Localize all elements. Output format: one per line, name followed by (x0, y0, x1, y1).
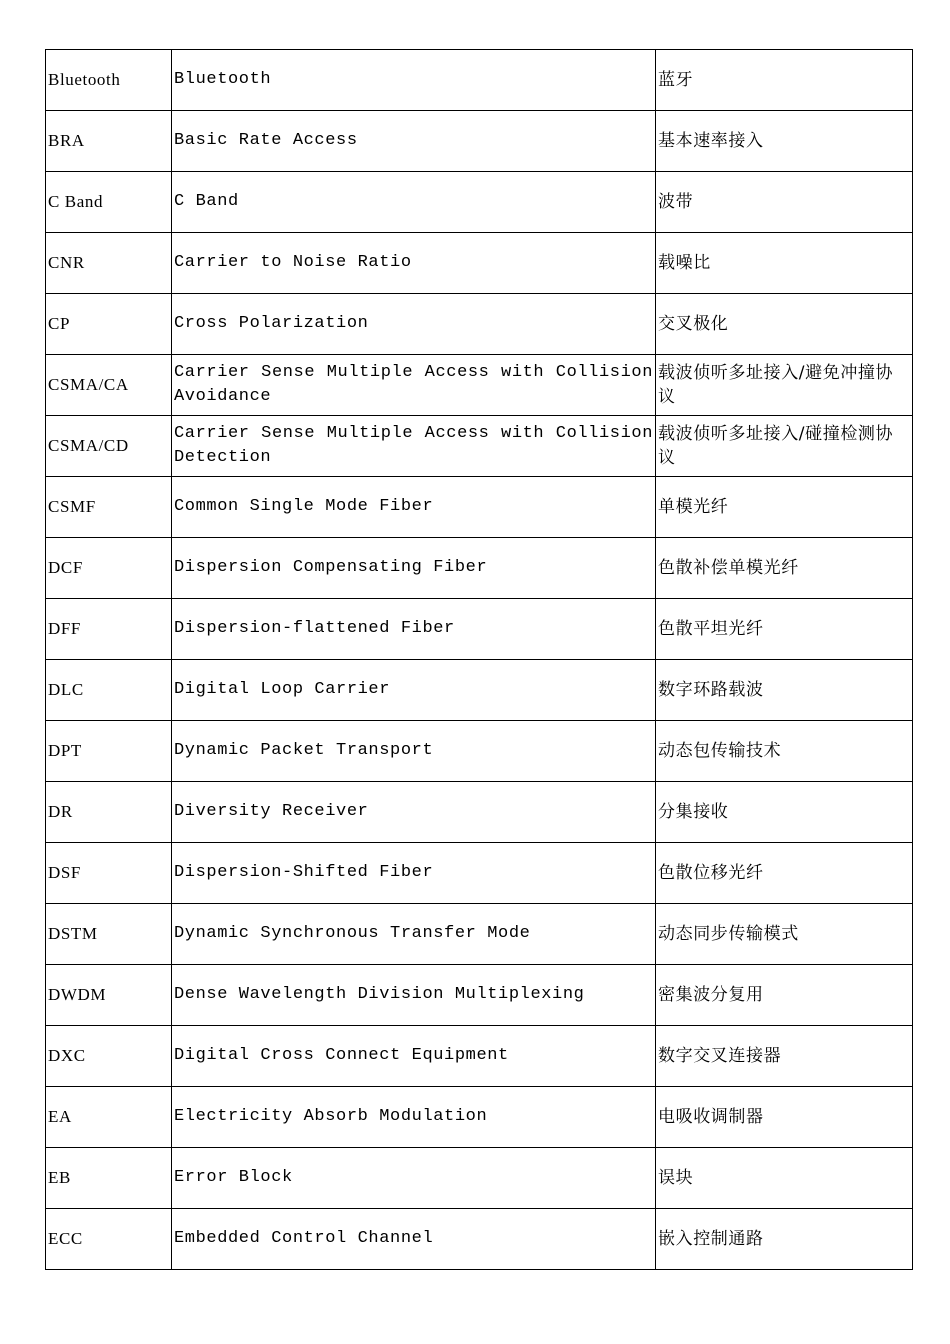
abbreviation-cell: DLC (46, 660, 172, 721)
table-row (46, 1026, 913, 1087)
abbreviation-cell: DCF (46, 538, 172, 599)
chinese-term-cell: 色散位移光纤 (656, 843, 913, 904)
full-term-cell: Dynamic Synchronous Transfer Mode (172, 904, 656, 965)
full-term-cell: C Band (172, 172, 656, 233)
table-row (46, 1209, 913, 1270)
chinese-term-cell: 分集接收 (656, 782, 913, 843)
glossary-table (45, 49, 913, 1270)
full-term-cell: Diversity Receiver (172, 782, 656, 843)
table-row (46, 50, 913, 111)
full-term-cell: Electricity Absorb Modulation (172, 1087, 656, 1148)
table-row (46, 111, 913, 172)
abbreviation-cell: DWDM (46, 965, 172, 1026)
table-row (46, 416, 913, 477)
abbreviation-cell: DFF (46, 599, 172, 660)
full-term-cell: Carrier Sense Multiple Access with Collision Avoidance (172, 355, 656, 416)
table-row (46, 172, 913, 233)
table-row (46, 477, 913, 538)
full-term-cell: Basic Rate Access (172, 111, 656, 172)
chinese-term-cell: 载波侦听多址接入/碰撞检测协议 (656, 416, 913, 477)
table-row (46, 294, 913, 355)
table-row (46, 660, 913, 721)
glossary-table-body (46, 50, 913, 1270)
full-term-cell: Error Block (172, 1148, 656, 1209)
abbreviation-cell: EB (46, 1148, 172, 1209)
table-row (46, 1148, 913, 1209)
chinese-term-cell: 色散补偿单模光纤 (656, 538, 913, 599)
full-term-cell: Embedded Control Channel (172, 1209, 656, 1270)
chinese-term-cell: 电吸收调制器 (656, 1087, 913, 1148)
abbreviation-cell: ECC (46, 1209, 172, 1270)
chinese-term-cell: 数字交叉连接器 (656, 1026, 913, 1087)
table-row (46, 599, 913, 660)
abbreviation-cell: C Band (46, 172, 172, 233)
full-term-cell: Dense Wavelength Division Multiplexing (172, 965, 656, 1026)
table-row (46, 1087, 913, 1148)
abbreviation-cell: CP (46, 294, 172, 355)
chinese-term-cell: 误块 (656, 1148, 913, 1209)
chinese-term-cell: 单模光纤 (656, 477, 913, 538)
abbreviation-cell: CSMA/CA (46, 355, 172, 416)
abbreviation-cell: EA (46, 1087, 172, 1148)
full-term-cell: Cross Polarization (172, 294, 656, 355)
table-row (46, 538, 913, 599)
chinese-term-cell: 密集波分复用 (656, 965, 913, 1026)
abbreviation-cell: CSMF (46, 477, 172, 538)
chinese-term-cell: 基本速率接入 (656, 111, 913, 172)
chinese-term-cell: 动态同步传输模式 (656, 904, 913, 965)
abbreviation-cell: CSMA/CD (46, 416, 172, 477)
chinese-term-cell: 数字环路载波 (656, 660, 913, 721)
chinese-term-cell: 交叉极化 (656, 294, 913, 355)
table-row (46, 904, 913, 965)
table-row (46, 965, 913, 1026)
chinese-term-cell: 动态包传输技术 (656, 721, 913, 782)
full-term-cell: Dispersion-Shifted Fiber (172, 843, 656, 904)
chinese-term-cell: 蓝牙 (656, 50, 913, 111)
chinese-term-cell: 色散平坦光纤 (656, 599, 913, 660)
chinese-term-cell: 载噪比 (656, 233, 913, 294)
abbreviation-cell: DSF (46, 843, 172, 904)
full-term-cell: Dispersion Compensating Fiber (172, 538, 656, 599)
table-row (46, 721, 913, 782)
abbreviation-cell: DSTM (46, 904, 172, 965)
full-term-cell: Bluetooth (172, 50, 656, 111)
abbreviation-cell: Bluetooth (46, 50, 172, 111)
full-term-cell: Common Single Mode Fiber (172, 477, 656, 538)
full-term-cell: Carrier to Noise Ratio (172, 233, 656, 294)
full-term-cell: Carrier Sense Multiple Access with Collision Detection (172, 416, 656, 477)
table-row (46, 843, 913, 904)
abbreviation-cell: DPT (46, 721, 172, 782)
chinese-term-cell: 波带 (656, 172, 913, 233)
table-row (46, 355, 913, 416)
full-term-cell: Dispersion-flattened Fiber (172, 599, 656, 660)
full-term-cell: Digital Cross Connect Equipment (172, 1026, 656, 1087)
abbreviation-cell: DR (46, 782, 172, 843)
full-term-cell: Dynamic Packet Transport (172, 721, 656, 782)
abbreviation-cell: DXC (46, 1026, 172, 1087)
full-term-cell: Digital Loop Carrier (172, 660, 656, 721)
table-row (46, 233, 913, 294)
chinese-term-cell: 嵌入控制通路 (656, 1209, 913, 1270)
abbreviation-cell: BRA (46, 111, 172, 172)
abbreviation-cell: CNR (46, 233, 172, 294)
chinese-term-cell: 载波侦听多址接入/避免冲撞协议 (656, 355, 913, 416)
table-row (46, 782, 913, 843)
